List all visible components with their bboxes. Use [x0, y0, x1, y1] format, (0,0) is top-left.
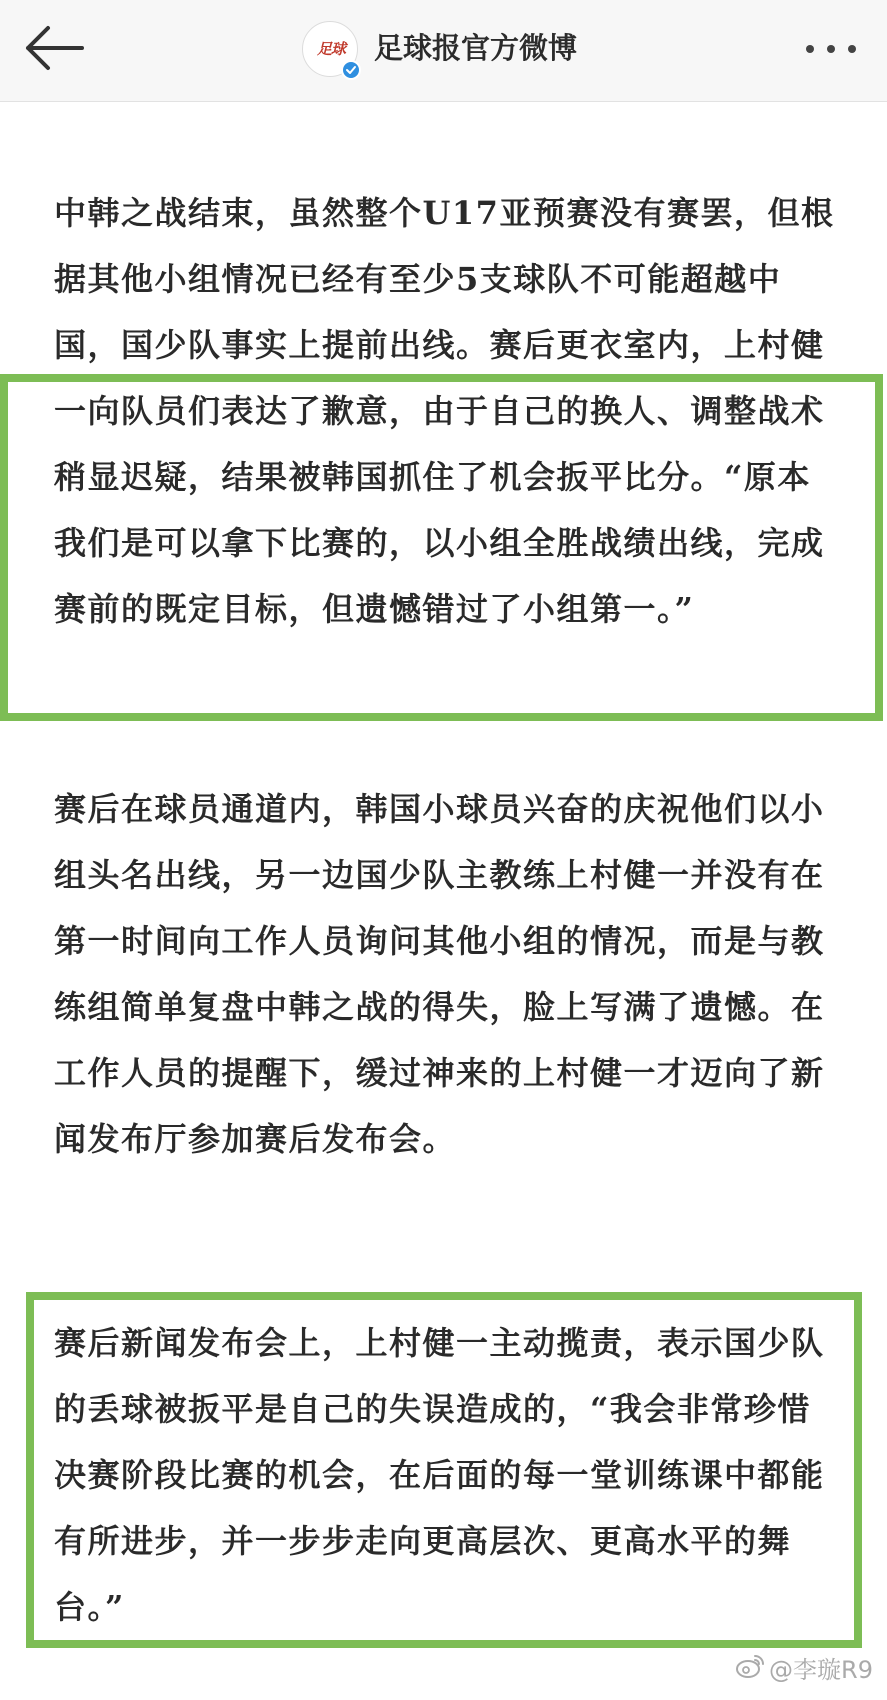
article-paragraph-3: 赛后新闻发布会上，上村健一主动揽责，表示国少队的丢球被扳平是自己的失误造成的，“我会非常珍惜决赛阶段比赛的机会，在后面的每一堂训练课中都能有所进步，并一步步走向更高层次、更高水平的舞台。”: [54, 1324, 825, 1626]
back-button[interactable]: [20, 20, 90, 76]
top-nav-bar: [0, 0, 887, 102]
back-arrow-icon: [20, 20, 90, 76]
verified-check-icon: [341, 60, 361, 80]
account-name[interactable]: 足球报官方微博: [374, 31, 578, 65]
account-avatar[interactable]: [302, 21, 358, 77]
more-dots-icon: [827, 45, 835, 53]
more-dots-icon: [806, 45, 814, 53]
watermark-text: @李璇R9: [769, 1656, 873, 1684]
weibo-logo-icon: [735, 1651, 765, 1691]
highlight-box-1: [0, 374, 883, 721]
article-paragraph-1: 中韩之战结束，虽然整个U17亚预赛没有赛罢，但根据其他小组情况已经有至少5支球队不可能超越中国，国少队事实上提前出线。赛后更衣室内，上村健一向队员们表达了歉意，由于自己的换人、调整战术稍显迟疑，结果被韩国抓住了机会扳平比分。“原本我们是可以拿下比赛的，以小组全胜战绩出线，完成赛前的既定目标，但遗憾错过了小组第一。”: [54, 194, 835, 628]
more-dots-icon: [848, 45, 856, 53]
watermark: [735, 1650, 873, 1690]
more-options-button[interactable]: [796, 34, 866, 64]
article-paragraph-2: 赛后在球员通道内，韩国小球员兴奋的庆祝他们以小组头名出线，另一边国少队主教练上村健一并没有在第一时间向工作人员询问其他小组的情况，而是与教练组简单复盘中韩之战的得失，脸上写满了遗憾。在工作人员的提醒下，缓过神来的上村健一才迈向了新闻发布厅参加赛后发布会。: [54, 790, 825, 1158]
avatar-logo: 足球: [316, 40, 345, 58]
